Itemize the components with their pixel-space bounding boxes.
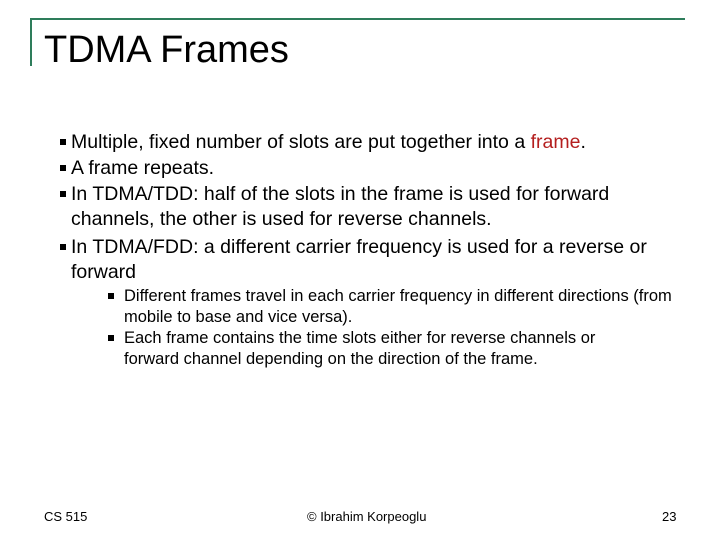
square-bullet-icon — [60, 244, 66, 250]
sub-bullet-text: Different frames travel in each carrier frequency in different directions (from mobile to base and vice versa). — [124, 287, 672, 326]
square-bullet-icon — [60, 191, 66, 197]
slide-title: TDMA Frames — [44, 29, 289, 71]
bullet-text-part: Multiple, fixed number of slots are put together into a — [71, 131, 531, 153]
bullet-text: In TDMA/TDD: half of the slots in the frame is used for forward channels, the other is used for reverse channels. — [71, 183, 610, 230]
title-frame-vertical-line — [30, 18, 32, 66]
square-bullet-icon — [60, 165, 66, 171]
title-frame-horizontal-line — [30, 18, 685, 20]
footer-course: CS 515 — [44, 509, 88, 524]
footer-author: © Ibrahim Korpeoglu — [307, 509, 427, 524]
square-bullet-icon — [108, 335, 114, 341]
bullet-text-part: . — [580, 131, 586, 153]
bullet-text: In TDMA/FDD: a different carrier frequency is used for a reverse or forward — [71, 236, 647, 283]
sub-bullet-text: Each frame contains the time slots either for reverse channels or forward channel depending on the direction of the frame. — [124, 329, 596, 368]
footer-page-number: 23 — [662, 509, 677, 524]
bullet-text: A frame repeats. — [71, 157, 215, 179]
square-bullet-icon — [108, 293, 114, 299]
highlighted-term: frame — [530, 131, 581, 153]
square-bullet-icon — [60, 139, 66, 145]
bullet-text — [71, 130, 691, 155]
